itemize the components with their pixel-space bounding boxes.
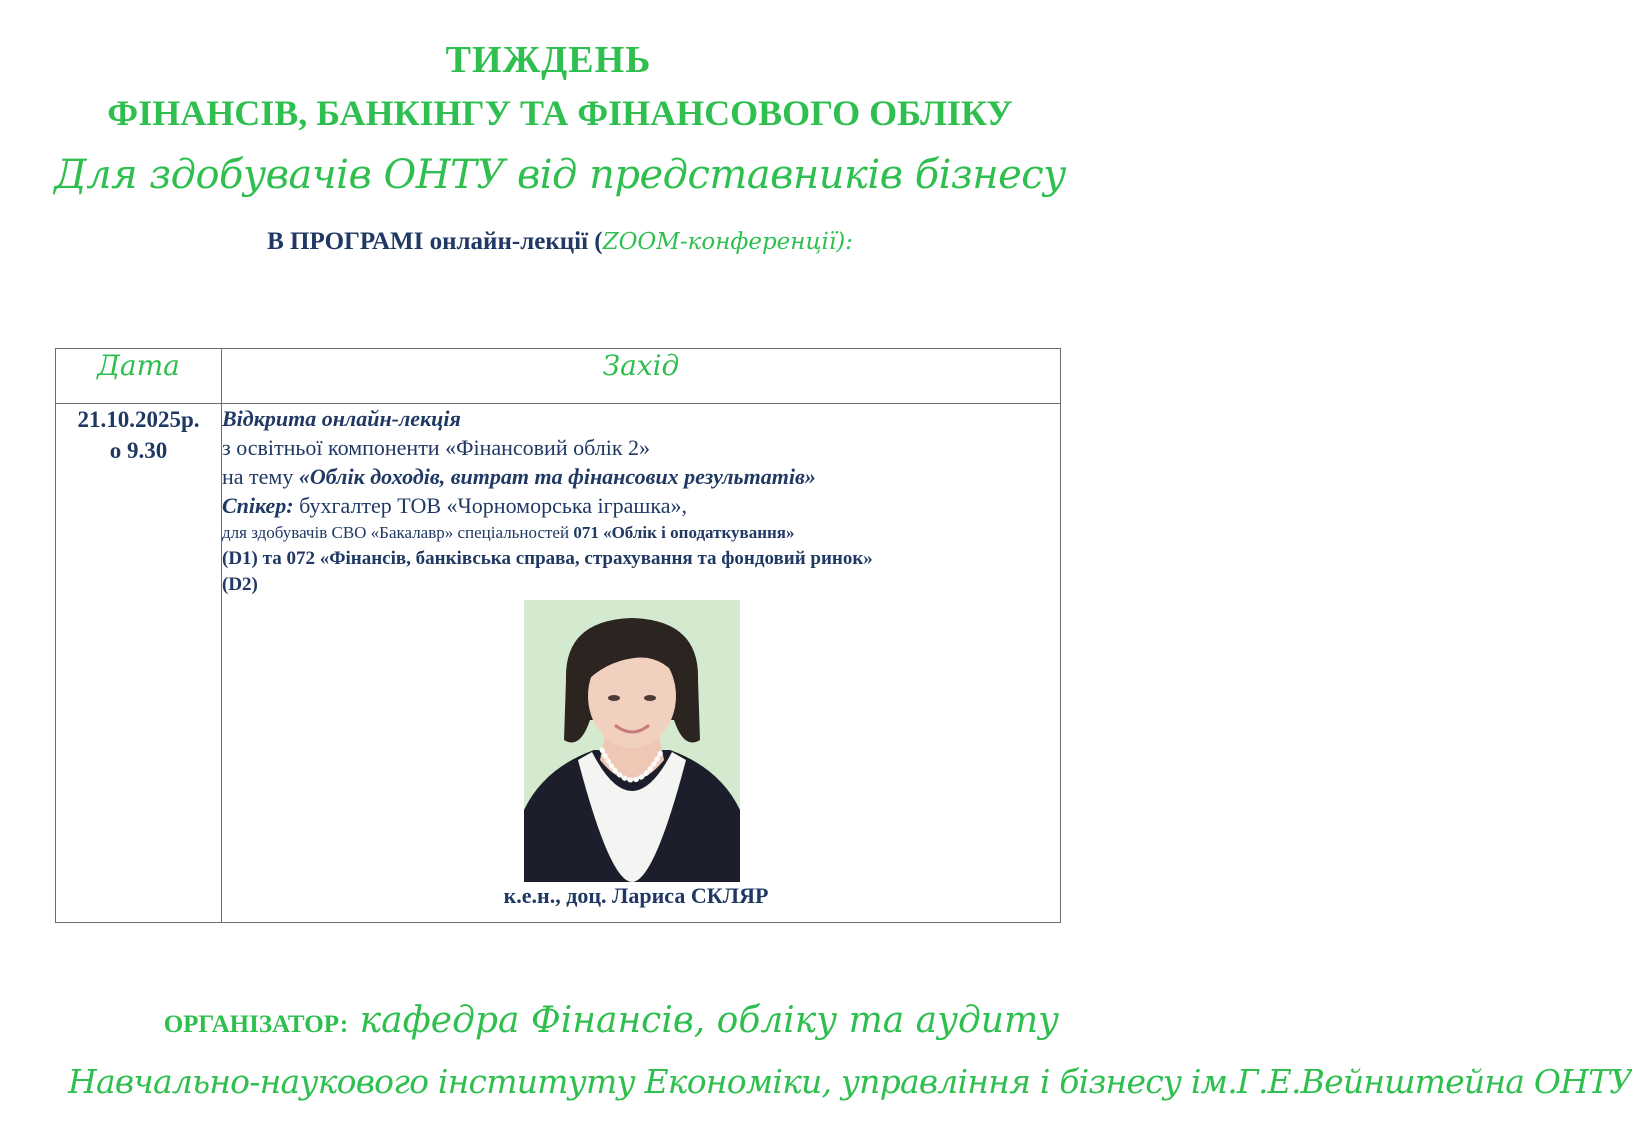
program-prefix: В ПРОГРАМІ онлайн-лекції (: [267, 228, 603, 255]
audience-line: [222, 520, 1060, 546]
date-cell: [56, 404, 222, 923]
event-cell: [222, 404, 1061, 923]
organizer-label: ОРГАНІЗАТОР:: [163, 1011, 349, 1038]
table-header-row: [56, 349, 1061, 404]
program-heading: [0, 228, 1120, 256]
column-header-event: Захід: [222, 349, 1061, 404]
table-row: [56, 404, 1061, 923]
organizer-text: кафедра Фінансів, обліку та аудиту: [348, 1000, 1059, 1041]
audience-prefix: для здобувачів СВО «Бакалавр» спеціальностей: [222, 523, 574, 542]
event-type: Відкрита онлайн-лекція: [222, 406, 461, 431]
audience-spec1: 071 «Облік і оподаткування»: [573, 523, 795, 542]
speaker-line: [222, 491, 1060, 520]
column-header-date: Дата: [56, 349, 222, 404]
audience-spec2-line: (D1) та 072 «Фінансів, банківська справа, страхування та фондовий ринок»: [222, 548, 873, 569]
page-subtitle: Для здобувачів ОНТУ від представників бізнесу: [54, 152, 1066, 198]
page-title: ТИЖДЕНЬ: [445, 39, 652, 81]
schedule-table: [55, 348, 1061, 923]
audience-spec2-code: (D2): [222, 574, 258, 595]
event-time: о 9.30: [109, 438, 168, 463]
page-title-line2: ФІНАНСІВ, БАНКІНГУ ТА ФІНАНСОВОГО ОБЛІКУ: [107, 93, 1013, 133]
speaker-portrait-image: [524, 600, 740, 882]
event-topic-line: [222, 462, 1060, 491]
speaker-photo: [524, 600, 740, 882]
event-date: 21.10.2025р.: [77, 407, 200, 432]
institute-line: Навчально-наукового інституту Економіки, управління і бізнесу ім.Г.Е.Вейнштейна ОНТУ: [68, 1062, 1632, 1101]
program-zoom: ZOOM-конференції):: [602, 229, 853, 255]
event-topic: «Облік доходів, витрат та фінансових результатів»: [298, 464, 816, 489]
speaker-name: к.е.н., доц. Лариса СКЛЯР: [503, 883, 769, 908]
speaker-label: Спікер:: [222, 493, 294, 518]
organizer-line: [164, 1000, 1059, 1041]
speaker-desc: бухгалтер ТОВ «Чорноморська іграшка»,: [293, 493, 687, 518]
topic-prefix: на тему: [222, 464, 299, 489]
event-component: з освітньої компоненти «Фінансовий облік 2»: [222, 435, 651, 460]
